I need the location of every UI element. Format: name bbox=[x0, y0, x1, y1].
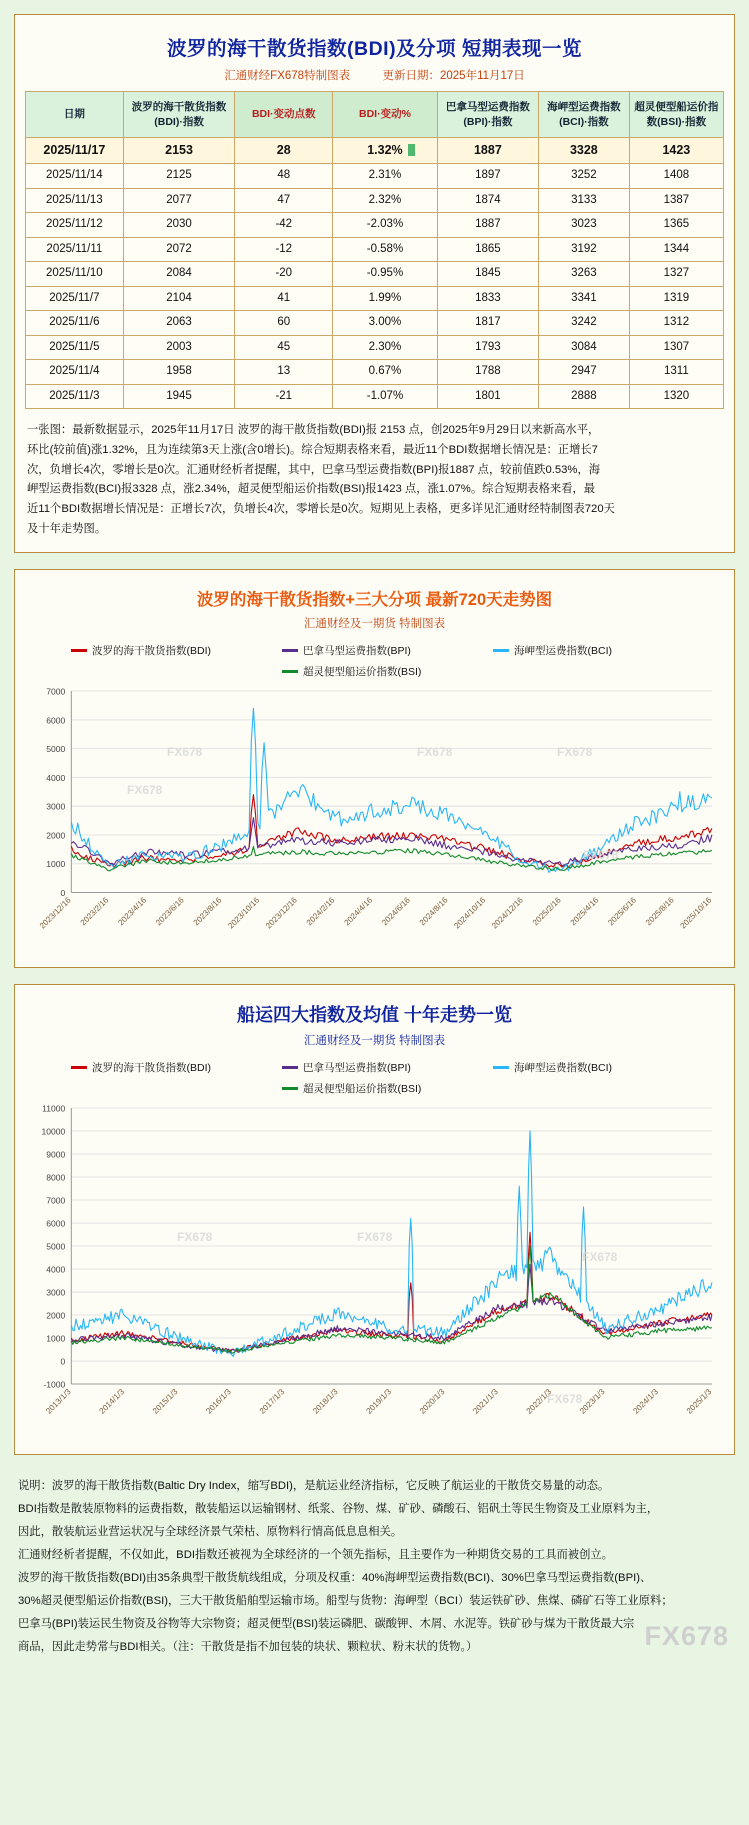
cell-bdi-change: -20 bbox=[235, 262, 333, 287]
svg-text:4000: 4000 bbox=[46, 772, 66, 783]
svg-text:2024/4/16: 2024/4/16 bbox=[342, 895, 375, 928]
cell-bci: 3023 bbox=[539, 213, 630, 238]
legend-swatch-bsi bbox=[282, 1087, 298, 1090]
cell-bsi: 1319 bbox=[629, 286, 723, 311]
cell-bsi: 1312 bbox=[629, 311, 723, 336]
footer-description bbox=[14, 1471, 735, 1658]
col-header-bdi: 波罗的海干散货指数(BDI)·指数 bbox=[123, 92, 235, 138]
svg-text:4000: 4000 bbox=[46, 1264, 66, 1275]
cell-bpi: 1865 bbox=[437, 237, 538, 262]
watermark: FX678 bbox=[582, 1249, 618, 1264]
cell-bsi: 1423 bbox=[629, 138, 723, 164]
footer-line: 因此，散装航运业营运状况与全球经济景气荣枯、原物料行情高低息息相关。 bbox=[18, 1526, 403, 1539]
svg-text:2025/4/16: 2025/4/16 bbox=[568, 895, 601, 928]
svg-text:7000: 7000 bbox=[46, 1195, 66, 1206]
svg-text:9000: 9000 bbox=[46, 1149, 66, 1160]
legend-label-bpi: 巴拿马型运费指数(BPI) bbox=[303, 1061, 411, 1074]
cell-bpi: 1887 bbox=[437, 213, 538, 238]
svg-text:2023/10/16: 2023/10/16 bbox=[226, 895, 262, 931]
table-row bbox=[26, 335, 724, 360]
table-row bbox=[26, 262, 724, 287]
update-date-label: 更新日期：2025年11月17日 bbox=[382, 70, 525, 82]
svg-text:2020/1/3: 2020/1/3 bbox=[417, 1386, 447, 1416]
watermark: FX678 bbox=[644, 1620, 729, 1651]
cell-bdi-pct: -0.58% bbox=[333, 237, 438, 262]
footer-line: 说明：波罗的海干散货指数(Baltic Dry Index，缩写BDI)，是航运业经济指标，它反映了航运业的干散货交易量的动态。 bbox=[18, 1480, 610, 1493]
table-row bbox=[26, 360, 724, 385]
cell-bdi: 1945 bbox=[123, 384, 235, 409]
cell-bdi: 1958 bbox=[123, 360, 235, 385]
watermark: FX678 bbox=[357, 1229, 393, 1244]
table-row bbox=[26, 286, 724, 311]
svg-text:2000: 2000 bbox=[46, 1310, 66, 1321]
svg-text:7000: 7000 bbox=[46, 686, 66, 697]
svg-text:2024/12/16: 2024/12/16 bbox=[490, 895, 525, 931]
cell-date: 2025/11/3 bbox=[26, 384, 124, 409]
legend-label-bpi: 巴拿马型运费指数(BPI) bbox=[303, 644, 411, 657]
cell-bdi-change: -42 bbox=[235, 213, 333, 238]
cell-bdi-change: 28 bbox=[235, 138, 333, 164]
summary-line: 环比(较前值)涨1.32%，且为连续第3天上涨(含0增长)。综合短期表格来看，最近11个BDI数据增长情况是：正增长7 bbox=[27, 443, 598, 456]
cell-bci: 3084 bbox=[539, 335, 630, 360]
legend-item-bdi bbox=[71, 643, 256, 658]
footer-line: 波罗的海干散货指数(BDI)由35条典型干散货航线组成，分项及权重：40%海岬型运费指数(BCI)、30%巴拿马型运费指数(BPI)、 bbox=[18, 1572, 652, 1585]
footer-line: BDI指数是散装原物料的运费指数，散装船运以运输钢材、纸浆、谷物、煤、矿砂、磷酸石、铝矾土等民生物资及工业原料为主， bbox=[18, 1503, 659, 1516]
cell-bci: 3341 bbox=[539, 286, 630, 311]
watermark: FX678 bbox=[547, 1391, 583, 1406]
cell-bci: 3133 bbox=[539, 188, 630, 213]
svg-text:2025/6/16: 2025/6/16 bbox=[606, 895, 638, 928]
table-header-row bbox=[26, 92, 724, 138]
legend-label-bci: 海岬型运费指数(BCI) bbox=[514, 644, 612, 657]
legend-item-bci bbox=[493, 643, 678, 658]
page-title: 波罗的海干散货指数(BDI)及分项 短期表现一览 bbox=[167, 38, 582, 60]
summary-line: 近11个BDI数据增长情况是：正增长7次，负增长4次，零增长是0次。短期见上表格，更多详见汇通财经特制图表720天 bbox=[27, 503, 615, 516]
cell-bpi: 1788 bbox=[437, 360, 538, 385]
footer-line: 巴拿马(BPI)装运民生物资及谷物等大宗物资；超灵便型(BSI)装运磷肥、碳酸钾、木屑、水泥等。铁矿砂与煤为干散货最大宗 bbox=[18, 1618, 635, 1631]
svg-text:2013/1/3: 2013/1/3 bbox=[44, 1386, 73, 1416]
cell-date: 2025/11/5 bbox=[26, 335, 124, 360]
svg-text:2022/1/3: 2022/1/3 bbox=[524, 1386, 554, 1416]
svg-text:6000: 6000 bbox=[46, 715, 66, 726]
legend-swatch-bdi bbox=[71, 649, 87, 652]
chart-10y-panel bbox=[14, 984, 735, 1455]
cell-bdi: 2104 bbox=[123, 286, 235, 311]
cell-bpi: 1874 bbox=[437, 188, 538, 213]
svg-text:1000: 1000 bbox=[46, 858, 66, 869]
table-row bbox=[26, 138, 724, 164]
summary-line: 一张图：最新数据显示，2025年11月17日 波罗的海干散货指数(BDI)报 2153 点，创2025年9月29日以来新高水平， bbox=[27, 424, 600, 437]
cell-bdi-pct: -0.95% bbox=[333, 262, 438, 287]
cell-date: 2025/11/17 bbox=[26, 138, 124, 164]
col-header-date: 日期 bbox=[26, 92, 124, 138]
table-subtitle bbox=[25, 63, 724, 91]
footer-line: 商品，因此走势常与BDI相关。（注：干散货是指不加包装的块状、颗粒状、粉末状的货物。） bbox=[18, 1641, 478, 1654]
legend-item-bci bbox=[493, 1060, 678, 1075]
cell-date: 2025/11/6 bbox=[26, 311, 124, 336]
svg-text:2023/1/3: 2023/1/3 bbox=[578, 1386, 607, 1416]
svg-text:2025/10/16: 2025/10/16 bbox=[678, 895, 714, 931]
svg-text:2023/4/16: 2023/4/16 bbox=[116, 895, 149, 928]
chart-10y-subtitle: 汇通财经及一期货 特制图表 bbox=[303, 1034, 446, 1047]
legend-swatch-bci bbox=[493, 1066, 509, 1069]
cell-date: 2025/11/11 bbox=[26, 237, 124, 262]
cell-bci: 3192 bbox=[539, 237, 630, 262]
legend-label-bdi: 波罗的海干散货指数(BDI) bbox=[92, 644, 211, 657]
legend-item-bdi bbox=[71, 1060, 256, 1075]
bdi-data-table bbox=[25, 91, 724, 409]
svg-text:2025/2/16: 2025/2/16 bbox=[530, 895, 563, 928]
cell-bci: 3263 bbox=[539, 262, 630, 287]
legend-item-bpi bbox=[282, 643, 467, 658]
cell-bdi-pct: 1.32% bbox=[333, 138, 438, 164]
svg-text:3000: 3000 bbox=[46, 801, 66, 812]
chart-720d-svg bbox=[27, 683, 722, 955]
cell-bdi-change: 41 bbox=[235, 286, 333, 311]
footer-line: 30%超灵便型船运价指数(BSI)，三大干散货船舶型运输市场。船型与货物：海岬型（BCI）装运铁矿砂、焦煤、磷矿石等工业原料； bbox=[18, 1595, 673, 1608]
svg-text:2014/1/3: 2014/1/3 bbox=[97, 1386, 127, 1416]
cell-bsi: 1311 bbox=[629, 360, 723, 385]
svg-text:2024/2/16: 2024/2/16 bbox=[304, 895, 337, 928]
cell-bdi: 2077 bbox=[123, 188, 235, 213]
legend-label-bci: 海岬型运费指数(BCI) bbox=[514, 1061, 612, 1074]
table-row bbox=[26, 213, 724, 238]
svg-text:2024/1/3: 2024/1/3 bbox=[631, 1386, 660, 1416]
watermark: FX678 bbox=[127, 782, 163, 797]
chart-720d-title: 波罗的海干散货指数+三大分项 最新720天走势图 bbox=[196, 590, 553, 609]
cell-bci: 3328 bbox=[539, 138, 630, 164]
chart-10y-plot-area bbox=[27, 1100, 722, 1442]
legend-swatch-bdi bbox=[71, 1066, 87, 1069]
svg-text:6000: 6000 bbox=[46, 1218, 66, 1229]
svg-text:2018/1/3: 2018/1/3 bbox=[311, 1386, 340, 1416]
col-header-bpi: 巴拿马型运费指数(BPI)·指数 bbox=[437, 92, 538, 138]
cell-bpi: 1833 bbox=[437, 286, 538, 311]
cell-bdi-pct: 1.99% bbox=[333, 286, 438, 311]
chart-10y-legend bbox=[27, 1050, 722, 1100]
svg-text:2015/1/3: 2015/1/3 bbox=[150, 1386, 180, 1416]
svg-text:2023/12/16: 2023/12/16 bbox=[264, 895, 299, 931]
svg-text:2023/2/16: 2023/2/16 bbox=[78, 895, 111, 928]
cell-bdi-change: -12 bbox=[235, 237, 333, 262]
svg-text:2019/1/3: 2019/1/3 bbox=[364, 1386, 394, 1416]
short-term-table-panel bbox=[14, 14, 735, 553]
cell-bdi: 2030 bbox=[123, 213, 235, 238]
svg-text:5000: 5000 bbox=[46, 1241, 66, 1252]
cell-date: 2025/11/14 bbox=[26, 164, 124, 189]
cell-bpi: 1887 bbox=[437, 138, 538, 164]
cell-bdi: 2072 bbox=[123, 237, 235, 262]
svg-text:2023/6/16: 2023/6/16 bbox=[154, 895, 186, 928]
legend-swatch-bpi bbox=[282, 1066, 298, 1069]
cell-bsi: 1365 bbox=[629, 213, 723, 238]
legend-label-bsi: 超灵便型船运价指数(BSI) bbox=[303, 665, 422, 678]
cell-bdi: 2153 bbox=[123, 138, 235, 164]
legend-swatch-bpi bbox=[282, 649, 298, 652]
cell-bpi: 1793 bbox=[437, 335, 538, 360]
col-header-bsi: 超灵便型船运价指数(BSI)·指数 bbox=[629, 92, 723, 138]
svg-text:3000: 3000 bbox=[46, 1287, 66, 1298]
table-row bbox=[26, 164, 724, 189]
cell-bsi: 1320 bbox=[629, 384, 723, 409]
cell-bci: 3252 bbox=[539, 164, 630, 189]
footer-line: 汇通财经析者提醒，不仅如此，BDI指数还被视为全球经济的一个领先指标，且主要作为一种期货交易的工具而被创立。 bbox=[18, 1549, 613, 1562]
table-row bbox=[26, 188, 724, 213]
svg-text:2000: 2000 bbox=[46, 830, 66, 841]
cell-date: 2025/11/10 bbox=[26, 262, 124, 287]
chart-720d-plot-area bbox=[27, 683, 722, 955]
cell-bdi: 2084 bbox=[123, 262, 235, 287]
svg-text:5000: 5000 bbox=[46, 743, 66, 754]
svg-text:-1000: -1000 bbox=[43, 1379, 66, 1390]
svg-text:2021/1/3: 2021/1/3 bbox=[471, 1386, 500, 1416]
svg-text:1000: 1000 bbox=[46, 1333, 66, 1344]
legend-item-bsi bbox=[282, 664, 467, 679]
col-header-bdi-change-points: BDI·变动点数 bbox=[235, 92, 333, 138]
cell-bci: 3242 bbox=[539, 311, 630, 336]
legend-swatch-bsi bbox=[282, 670, 298, 673]
cell-bdi-pct: 2.32% bbox=[333, 188, 438, 213]
legend-swatch-bci bbox=[493, 649, 509, 652]
chart-720d-panel bbox=[14, 569, 735, 968]
legend-label-bsi: 超灵便型船运价指数(BSI) bbox=[303, 1082, 422, 1095]
cell-bdi-change: 48 bbox=[235, 164, 333, 189]
cell-bsi: 1344 bbox=[629, 237, 723, 262]
svg-text:11000: 11000 bbox=[42, 1103, 66, 1114]
legend-label-bdi: 波罗的海干散货指数(BDI) bbox=[92, 1061, 211, 1074]
chart-10y-title: 船运四大指数及均值 十年走势一览 bbox=[237, 1004, 512, 1025]
cell-bdi-pct: 2.30% bbox=[333, 335, 438, 360]
cell-bdi-change: 13 bbox=[235, 360, 333, 385]
summary-line: 及十年走势图。 bbox=[27, 522, 107, 535]
cell-bdi-pct: -2.03% bbox=[333, 213, 438, 238]
legend-item-bsi bbox=[282, 1081, 467, 1096]
svg-text:0: 0 bbox=[60, 887, 66, 898]
svg-text:2017/1/3: 2017/1/3 bbox=[257, 1386, 287, 1416]
cell-bpi: 1897 bbox=[437, 164, 538, 189]
svg-text:2023/8/16: 2023/8/16 bbox=[191, 895, 224, 928]
cell-date: 2025/11/13 bbox=[26, 188, 124, 213]
svg-text:2025/1/3: 2025/1/3 bbox=[684, 1386, 714, 1416]
cell-bsi: 1408 bbox=[629, 164, 723, 189]
watermark: FX678 bbox=[417, 744, 453, 759]
svg-text:2024/8/16: 2024/8/16 bbox=[417, 895, 450, 928]
chart-720d-subtitle: 汇通财经及一期货 特制图表 bbox=[303, 617, 446, 630]
cell-bdi-pct: -1.07% bbox=[333, 384, 438, 409]
col-header-bci: 海岬型运费指数(BCI)·指数 bbox=[539, 92, 630, 138]
chart-10y-svg bbox=[27, 1100, 722, 1442]
table-row bbox=[26, 384, 724, 409]
legend-item-bpi bbox=[282, 1060, 467, 1075]
cell-bpi: 1845 bbox=[437, 262, 538, 287]
svg-text:2023/12/16: 2023/12/16 bbox=[37, 895, 73, 931]
svg-text:2024/10/16: 2024/10/16 bbox=[452, 895, 488, 931]
svg-text:0: 0 bbox=[60, 1356, 66, 1367]
watermark: FX678 bbox=[167, 744, 203, 759]
cell-bpi: 1817 bbox=[437, 311, 538, 336]
table-row bbox=[26, 311, 724, 336]
cell-date: 2025/11/12 bbox=[26, 213, 124, 238]
svg-text:8000: 8000 bbox=[46, 1172, 66, 1183]
svg-text:2025/8/16: 2025/8/16 bbox=[643, 895, 676, 928]
cell-bdi-pct: 0.67% bbox=[333, 360, 438, 385]
cell-bdi-change: 45 bbox=[235, 335, 333, 360]
svg-text:2024/6/16: 2024/6/16 bbox=[380, 895, 412, 928]
summary-line: 岬型运费指数(BCI)报3328 点，涨2.34%，超灵便型船运价指数(BSI)报1423 点，涨1.07%。综合短期表格来看，最 bbox=[27, 483, 596, 496]
cell-bsi: 1387 bbox=[629, 188, 723, 213]
source-label: 汇通财经FX678特制图表 bbox=[224, 70, 351, 82]
cell-bdi-pct: 3.00% bbox=[333, 311, 438, 336]
cell-date: 2025/11/4 bbox=[26, 360, 124, 385]
summary-line: 次，负增长4次，零增长是0次。汇通财经析者提醒，其中，巴拿马型运费指数(BPI)报1887 点，较前值跌0.53%，海 bbox=[27, 463, 601, 476]
cell-bsi: 1307 bbox=[629, 335, 723, 360]
svg-text:2016/1/3: 2016/1/3 bbox=[204, 1386, 233, 1416]
cell-bsi: 1327 bbox=[629, 262, 723, 287]
cell-date: 2025/11/7 bbox=[26, 286, 124, 311]
watermark: FX678 bbox=[557, 744, 593, 759]
cell-bci: 2947 bbox=[539, 360, 630, 385]
cell-bdi-change: -21 bbox=[235, 384, 333, 409]
cell-bdi: 2003 bbox=[123, 335, 235, 360]
cell-bpi: 1801 bbox=[437, 384, 538, 409]
chart-720d-legend bbox=[27, 633, 722, 683]
watermark: FX678 bbox=[583, 847, 619, 862]
col-header-bdi-change-pct: BDI·变动% bbox=[333, 92, 438, 138]
cell-bdi: 2125 bbox=[123, 164, 235, 189]
cell-bdi: 2063 bbox=[123, 311, 235, 336]
cell-bdi-change: 60 bbox=[235, 311, 333, 336]
summary-note bbox=[25, 409, 724, 542]
svg-text:10000: 10000 bbox=[41, 1126, 66, 1137]
cell-bci: 2888 bbox=[539, 384, 630, 409]
watermark: FX678 bbox=[177, 1229, 213, 1244]
table-row bbox=[26, 237, 724, 262]
cell-bdi-pct: 2.31% bbox=[333, 164, 438, 189]
cell-bdi-change: 47 bbox=[235, 188, 333, 213]
